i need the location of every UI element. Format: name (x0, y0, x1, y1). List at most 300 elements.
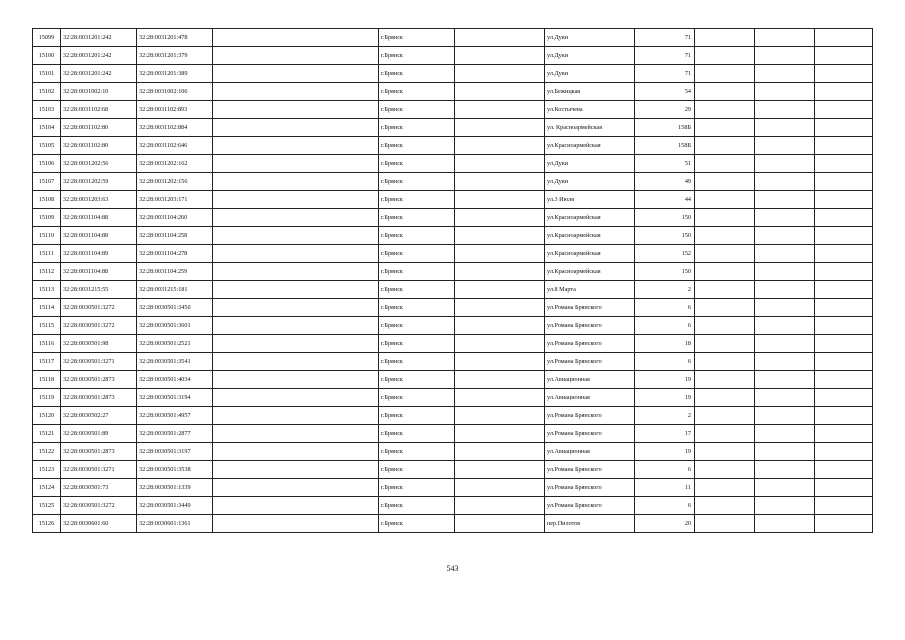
parcel-number-cell: 32:28:0031102:80 (61, 119, 137, 137)
table-row (33, 65, 873, 83)
blank-cell (455, 515, 545, 533)
blank-cell (695, 317, 755, 335)
city-cell: г.Брянск (379, 155, 455, 173)
blank-cell (755, 371, 815, 389)
blank-cell (815, 299, 873, 317)
blank-cell (815, 515, 873, 533)
object-number-cell: 32:28:0030501:2521 (137, 335, 213, 353)
blank-cell (815, 137, 873, 155)
blank-cell (455, 299, 545, 317)
house-number-cell: 2 (635, 407, 695, 425)
house-number-cell: 29 (635, 101, 695, 119)
blank-cell (455, 227, 545, 245)
street-cell: ул.Романа Брянского (545, 299, 635, 317)
house-number-cell: 158Б (635, 119, 695, 137)
table-row (33, 227, 873, 245)
house-number-cell: 11 (635, 479, 695, 497)
object-number-cell: 32:28:0030501:2877 (137, 425, 213, 443)
city-cell: г.Брянск (379, 29, 455, 47)
street-cell: ул.Дуки (545, 47, 635, 65)
row-index-cell: 15118 (33, 371, 61, 389)
blank-cell (815, 461, 873, 479)
blank-cell (755, 497, 815, 515)
row-index-cell: 15124 (33, 479, 61, 497)
row-index-cell: 15104 (33, 119, 61, 137)
parcel-number-cell: 32:28:0030501:98 (61, 335, 137, 353)
row-index-cell: 15111 (33, 245, 61, 263)
table-row (33, 47, 873, 65)
blank-cell (213, 119, 379, 137)
blank-cell (213, 137, 379, 155)
house-number-cell: 19 (635, 443, 695, 461)
blank-cell (755, 101, 815, 119)
blank-cell (815, 335, 873, 353)
row-index-cell: 15100 (33, 47, 61, 65)
page-number: 543 (446, 564, 459, 573)
blank-cell (695, 353, 755, 371)
city-cell: г.Брянск (379, 371, 455, 389)
blank-cell (455, 443, 545, 461)
blank-cell (213, 425, 379, 443)
blank-cell (695, 173, 755, 191)
blank-cell (755, 173, 815, 191)
blank-cell (455, 137, 545, 155)
row-index-cell: 15117 (33, 353, 61, 371)
table-row (33, 155, 873, 173)
blank-cell (695, 29, 755, 47)
blank-cell (755, 299, 815, 317)
row-index-cell: 15112 (33, 263, 61, 281)
table-body (33, 29, 873, 533)
object-number-cell: 32:28:0031202:162 (137, 155, 213, 173)
row-index-cell: 15126 (33, 515, 61, 533)
city-cell: г.Брянск (379, 353, 455, 371)
table-row (33, 461, 873, 479)
blank-cell (455, 335, 545, 353)
parcel-number-cell: 32:28:0031104:88 (61, 227, 137, 245)
street-cell: ул.Красноармейская (545, 209, 635, 227)
row-index-cell: 15101 (33, 65, 61, 83)
blank-cell (213, 515, 379, 533)
city-cell: г.Брянск (379, 335, 455, 353)
row-index-cell: 15114 (33, 299, 61, 317)
object-number-cell: 32:28:0030501:3194 (137, 389, 213, 407)
city-cell: г.Брянск (379, 389, 455, 407)
blank-cell (695, 461, 755, 479)
table-row (33, 83, 873, 101)
blank-cell (755, 515, 815, 533)
object-number-cell: 32:28:0031104:258 (137, 227, 213, 245)
blank-cell (213, 479, 379, 497)
row-index-cell: 15108 (33, 191, 61, 209)
blank-cell (815, 407, 873, 425)
object-number-cell: 32:28:0031104:260 (137, 209, 213, 227)
table-row (33, 119, 873, 137)
blank-cell (455, 83, 545, 101)
blank-cell (695, 119, 755, 137)
blank-cell (695, 479, 755, 497)
table-row (33, 317, 873, 335)
parcel-number-cell: 32:28:0031215:55 (61, 281, 137, 299)
object-number-cell: 32:28:0031202:156 (137, 173, 213, 191)
city-cell: г.Брянск (379, 443, 455, 461)
blank-cell (213, 191, 379, 209)
city-cell: г.Брянск (379, 515, 455, 533)
parcel-number-cell: 32:28:0030501:3272 (61, 299, 137, 317)
blank-cell (455, 371, 545, 389)
parcel-number-cell: 32:28:0031102:80 (61, 137, 137, 155)
blank-cell (695, 299, 755, 317)
table-row (33, 371, 873, 389)
city-cell: г.Брянск (379, 101, 455, 119)
blank-cell (695, 155, 755, 173)
blank-cell (455, 29, 545, 47)
city-cell: г.Брянск (379, 209, 455, 227)
blank-cell (455, 461, 545, 479)
object-number-cell: 32:28:0030501:4034 (137, 371, 213, 389)
table-row (33, 263, 873, 281)
object-number-cell: 32:28:0030501:3450 (137, 299, 213, 317)
blank-cell (695, 443, 755, 461)
blank-cell (695, 191, 755, 209)
street-cell: ул.Дуки (545, 29, 635, 47)
street-cell: ул.Красноармейская (545, 137, 635, 155)
table-row (33, 29, 873, 47)
city-cell: г.Брянск (379, 461, 455, 479)
blank-cell (695, 101, 755, 119)
table-row (33, 497, 873, 515)
parcel-number-cell: 32:28:0030501:3272 (61, 317, 137, 335)
street-cell: ул.Костычева (545, 101, 635, 119)
row-index-cell: 15123 (33, 461, 61, 479)
house-number-cell: 6 (635, 461, 695, 479)
house-number-cell: 6 (635, 497, 695, 515)
blank-cell (695, 245, 755, 263)
parcel-number-cell: 32:28:0030502:27 (61, 407, 137, 425)
house-number-cell: 6 (635, 317, 695, 335)
table-row (33, 137, 873, 155)
city-cell: г.Брянск (379, 83, 455, 101)
blank-cell (815, 47, 873, 65)
table-row (33, 443, 873, 461)
blank-cell (213, 299, 379, 317)
blank-cell (213, 83, 379, 101)
object-number-cell: 32:28:0031201:478 (137, 29, 213, 47)
parcel-number-cell: 32:28:0031201:242 (61, 65, 137, 83)
blank-cell (213, 65, 379, 83)
row-index-cell: 15102 (33, 83, 61, 101)
blank-cell (815, 245, 873, 263)
blank-cell (755, 479, 815, 497)
street-cell: ул.Красноармейская (545, 227, 635, 245)
blank-cell (755, 83, 815, 101)
object-number-cell: 32:28:0030501:4957 (137, 407, 213, 425)
blank-cell (755, 119, 815, 137)
parcel-number-cell: 32:28:0031203:63 (61, 191, 137, 209)
table-row (33, 353, 873, 371)
house-number-cell: 71 (635, 29, 695, 47)
street-cell: ул.Романа Брянского (545, 497, 635, 515)
street-cell: ул.Романа Брянского (545, 407, 635, 425)
object-number-cell: 32:28:0031215:181 (137, 281, 213, 299)
street-cell: ул.Красноармейская (545, 263, 635, 281)
table-row (33, 479, 873, 497)
blank-cell (815, 191, 873, 209)
blank-cell (213, 497, 379, 515)
blank-cell (695, 83, 755, 101)
street-cell: пер.Пилотов (545, 515, 635, 533)
parcel-number-cell: 32:28:0030501:2873 (61, 443, 137, 461)
blank-cell (815, 389, 873, 407)
blank-cell (815, 443, 873, 461)
blank-cell (213, 173, 379, 191)
blank-cell (815, 497, 873, 515)
blank-cell (455, 209, 545, 227)
house-number-cell: 19 (635, 371, 695, 389)
street-cell: ул.Романа Брянского (545, 317, 635, 335)
parcel-number-cell: 32:28:0030501:2873 (61, 389, 137, 407)
blank-cell (695, 47, 755, 65)
table-row (33, 191, 873, 209)
blank-cell (695, 389, 755, 407)
row-index-cell: 15116 (33, 335, 61, 353)
blank-cell (455, 101, 545, 119)
house-number-cell: 6 (635, 299, 695, 317)
parcel-number-cell: 32:28:0031002:10 (61, 83, 137, 101)
row-index-cell: 15125 (33, 497, 61, 515)
table-row (33, 173, 873, 191)
house-number-cell: 150 (635, 209, 695, 227)
parcel-number-cell: 32:28:0030501:3271 (61, 461, 137, 479)
object-number-cell: 32:28:0031002:106 (137, 83, 213, 101)
street-cell: ул.Романа Брянского (545, 335, 635, 353)
blank-cell (755, 443, 815, 461)
blank-cell (815, 317, 873, 335)
blank-cell (213, 407, 379, 425)
blank-cell (755, 155, 815, 173)
blank-cell (213, 389, 379, 407)
blank-cell (815, 155, 873, 173)
blank-cell (755, 47, 815, 65)
object-number-cell: 32:28:0031201:379 (137, 47, 213, 65)
blank-cell (755, 29, 815, 47)
blank-cell (213, 227, 379, 245)
house-number-cell: 19 (635, 389, 695, 407)
blank-cell (815, 425, 873, 443)
blank-cell (695, 425, 755, 443)
blank-cell (213, 353, 379, 371)
blank-cell (755, 425, 815, 443)
row-index-cell: 15099 (33, 29, 61, 47)
blank-cell (755, 65, 815, 83)
city-cell: г.Брянск (379, 407, 455, 425)
blank-cell (695, 515, 755, 533)
blank-cell (213, 155, 379, 173)
city-cell: г.Брянск (379, 245, 455, 263)
parcel-number-cell: 32:28:0030601:60 (61, 515, 137, 533)
city-cell: г.Брянск (379, 425, 455, 443)
registry-table (32, 28, 873, 533)
blank-cell (755, 137, 815, 155)
parcel-number-cell: 32:28:0031104:88 (61, 209, 137, 227)
object-number-cell: 32:28:0030601:1361 (137, 515, 213, 533)
street-cell: ул.Авиационная (545, 443, 635, 461)
blank-cell (755, 191, 815, 209)
house-number-cell: 18 (635, 335, 695, 353)
blank-cell (213, 281, 379, 299)
city-cell: г.Брянск (379, 119, 455, 137)
parcel-number-cell: 32:28:0030501:2873 (61, 371, 137, 389)
city-cell: г.Брянск (379, 281, 455, 299)
parcel-number-cell: 32:28:0031202:56 (61, 155, 137, 173)
blank-cell (213, 263, 379, 281)
row-index-cell: 15121 (33, 425, 61, 443)
house-number-cell: 6 (635, 353, 695, 371)
row-index-cell: 15110 (33, 227, 61, 245)
street-cell: ул.Романа Брянского (545, 353, 635, 371)
blank-cell (755, 317, 815, 335)
blank-cell (695, 263, 755, 281)
city-cell: г.Брянск (379, 299, 455, 317)
row-index-cell: 15105 (33, 137, 61, 155)
city-cell: г.Брянск (379, 227, 455, 245)
parcel-number-cell: 32:28:0030501:89 (61, 425, 137, 443)
row-index-cell: 15122 (33, 443, 61, 461)
blank-cell (815, 281, 873, 299)
house-number-cell: 49 (635, 173, 695, 191)
house-number-cell: 44 (635, 191, 695, 209)
blank-cell (455, 119, 545, 137)
blank-cell (755, 389, 815, 407)
blank-cell (755, 209, 815, 227)
object-number-cell: 32:28:0031104:278 (137, 245, 213, 263)
object-number-cell: 32:28:0030501:3449 (137, 497, 213, 515)
parcel-number-cell: 32:28:0031202:59 (61, 173, 137, 191)
house-number-cell: 71 (635, 47, 695, 65)
blank-cell (695, 227, 755, 245)
blank-cell (213, 317, 379, 335)
street-cell: ул. Красноармейская (545, 119, 635, 137)
blank-cell (815, 29, 873, 47)
blank-cell (755, 227, 815, 245)
object-number-cell: 32:28:0030501:3601 (137, 317, 213, 335)
blank-cell (815, 101, 873, 119)
blank-cell (695, 371, 755, 389)
blank-cell (455, 281, 545, 299)
blank-cell (455, 353, 545, 371)
object-number-cell: 32:28:0030501:1339 (137, 479, 213, 497)
blank-cell (455, 191, 545, 209)
object-number-cell: 32:28:0030501:3197 (137, 443, 213, 461)
blank-cell (815, 371, 873, 389)
blank-cell (815, 65, 873, 83)
object-number-cell: 32:28:0031203:171 (137, 191, 213, 209)
blank-cell (213, 47, 379, 65)
street-cell: ул.Дуки (545, 173, 635, 191)
city-cell: г.Брянск (379, 497, 455, 515)
object-number-cell: 32:28:0031102:884 (137, 119, 213, 137)
parcel-number-cell: 32:28:0031201:242 (61, 29, 137, 47)
city-cell: г.Брянск (379, 317, 455, 335)
blank-cell (815, 479, 873, 497)
house-number-cell: 158Б (635, 137, 695, 155)
table-row (33, 101, 873, 119)
blank-cell (455, 173, 545, 191)
blank-cell (213, 245, 379, 263)
parcel-number-cell: 32:28:0031104:88 (61, 263, 137, 281)
house-number-cell: 54 (635, 83, 695, 101)
blank-cell (815, 83, 873, 101)
blank-cell (455, 425, 545, 443)
blank-cell (695, 209, 755, 227)
blank-cell (695, 65, 755, 83)
blank-cell (695, 497, 755, 515)
table-row (33, 245, 873, 263)
street-cell: ул.3 Июля (545, 191, 635, 209)
blank-cell (455, 479, 545, 497)
blank-cell (695, 407, 755, 425)
object-number-cell: 32:28:0031102:646 (137, 137, 213, 155)
city-cell: г.Брянск (379, 173, 455, 191)
object-number-cell: 32:28:0030501:3538 (137, 461, 213, 479)
blank-cell (755, 353, 815, 371)
blank-cell (815, 173, 873, 191)
blank-cell (695, 335, 755, 353)
house-number-cell: 152 (635, 245, 695, 263)
house-number-cell: 150 (635, 227, 695, 245)
blank-cell (755, 461, 815, 479)
blank-cell (455, 317, 545, 335)
row-index-cell: 15119 (33, 389, 61, 407)
blank-cell (213, 101, 379, 119)
row-index-cell: 15113 (33, 281, 61, 299)
blank-cell (455, 47, 545, 65)
row-index-cell: 15107 (33, 173, 61, 191)
blank-cell (455, 407, 545, 425)
blank-cell (455, 497, 545, 515)
parcel-number-cell: 32:28:0031102:68 (61, 101, 137, 119)
house-number-cell: 150 (635, 263, 695, 281)
table-row (33, 407, 873, 425)
parcel-number-cell: 32:28:0030501:73 (61, 479, 137, 497)
city-cell: г.Брянск (379, 65, 455, 83)
blank-cell (213, 335, 379, 353)
blank-cell (755, 263, 815, 281)
blank-cell (815, 227, 873, 245)
table-row (33, 389, 873, 407)
parcel-number-cell: 32:28:0030501:3272 (61, 497, 137, 515)
object-number-cell: 32:28:0031102:893 (137, 101, 213, 119)
blank-cell (455, 263, 545, 281)
house-number-cell: 17 (635, 425, 695, 443)
parcel-number-cell: 32:28:0030501:3271 (61, 353, 137, 371)
row-index-cell: 15106 (33, 155, 61, 173)
street-cell: ул.Бежицкая (545, 83, 635, 101)
city-cell: г.Брянск (379, 47, 455, 65)
blank-cell (815, 263, 873, 281)
street-cell: ул.Красноармейская (545, 245, 635, 263)
blank-cell (213, 443, 379, 461)
blank-cell (695, 281, 755, 299)
house-number-cell: 51 (635, 155, 695, 173)
city-cell: г.Брянск (379, 137, 455, 155)
blank-cell (695, 137, 755, 155)
parcel-number-cell: 32:28:0031104:89 (61, 245, 137, 263)
table-row (33, 335, 873, 353)
house-number-cell: 20 (635, 515, 695, 533)
street-cell: ул.Романа Брянского (545, 461, 635, 479)
object-number-cell: 32:28:0031104:259 (137, 263, 213, 281)
